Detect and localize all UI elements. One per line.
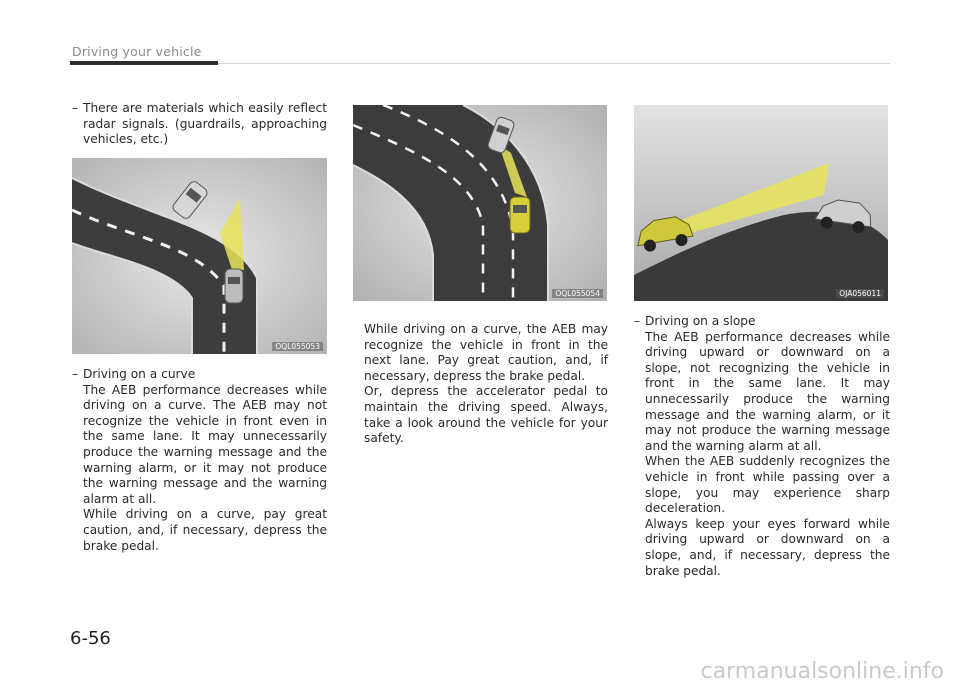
header-divider — [218, 63, 890, 64]
bullet-driving-slope — [634, 314, 890, 330]
bullet-reflective-materials — [72, 101, 327, 148]
figure-slope — [634, 105, 888, 301]
bullet-dash: – — [72, 367, 79, 381]
header-bar — [70, 61, 218, 65]
column-middle — [364, 322, 608, 447]
paragraph-slope-performance: The AEB performance decreases while driving upward or downward on a slope, not recognizing the vehicle in front in the same lane. It may unnecessarily produce the warning message and the warning alarm, or it may not produce the warning message and the warning alarm at all. — [645, 329, 890, 453]
bullet-text: There are materials which easily reflect radar signals. (guardrails, approaching vehicles, etc.) — [83, 101, 327, 147]
bullet-dash: – — [634, 314, 641, 328]
figure-code: OQL055053 — [272, 342, 323, 351]
page-number: 6-56 — [70, 628, 111, 649]
slope-illustration — [634, 105, 888, 301]
column-left-lower — [72, 367, 327, 554]
paragraph-accelerator: Or, depress the accelerator pedal to maintain the driving speed. Always, take a look around the vehicle for your safety. — [364, 384, 608, 446]
bullet-driving-curve — [72, 367, 327, 383]
figure-curve-next-lane — [353, 105, 607, 301]
curve-next-lane-illustration — [353, 105, 607, 301]
paragraph-slope-deceleration: When the AEB suddenly recognizes the vehicle in front while passing over a slope, you may experience sharp deceleration. — [645, 454, 890, 516]
figure-curve-same-lane — [72, 158, 327, 354]
paragraph-curve-caution: While driving on a curve, pay great caution, and, if necessary, depress the brake pedal. — [83, 507, 327, 553]
section-title: Driving your vehicle — [72, 44, 202, 59]
bullet-dash: – — [72, 101, 79, 115]
column-left — [72, 101, 327, 148]
bullet-title: Driving on a curve — [83, 367, 196, 381]
paragraph-curve-performance: The AEB performance decreases while driving on a curve. The AEB may not recognize the vehicle in front even in the same lane. It may unnecessarily produce the warning message and the warning alarm, or it may not produce the warning message and the warning alarm at all. — [83, 382, 327, 506]
curve-illustration — [72, 158, 327, 354]
paragraph-next-lane: While driving on a curve, the AEB may recognize the vehicle in front in the next lane. Pay great caution, and, if necessary, depress the brake pedal. — [364, 322, 608, 383]
watermark: carmanualsonline.info — [700, 659, 944, 684]
bullet-title: Driving on a slope — [645, 314, 756, 328]
figure-code: OJA056011 — [836, 289, 884, 298]
figure-code: OQL055054 — [552, 289, 603, 298]
column-right — [634, 314, 890, 579]
paragraph-slope-caution: Always keep your eyes forward while driving upward or downward on a slope, and, if necessary, depress the brake pedal. — [645, 516, 890, 578]
